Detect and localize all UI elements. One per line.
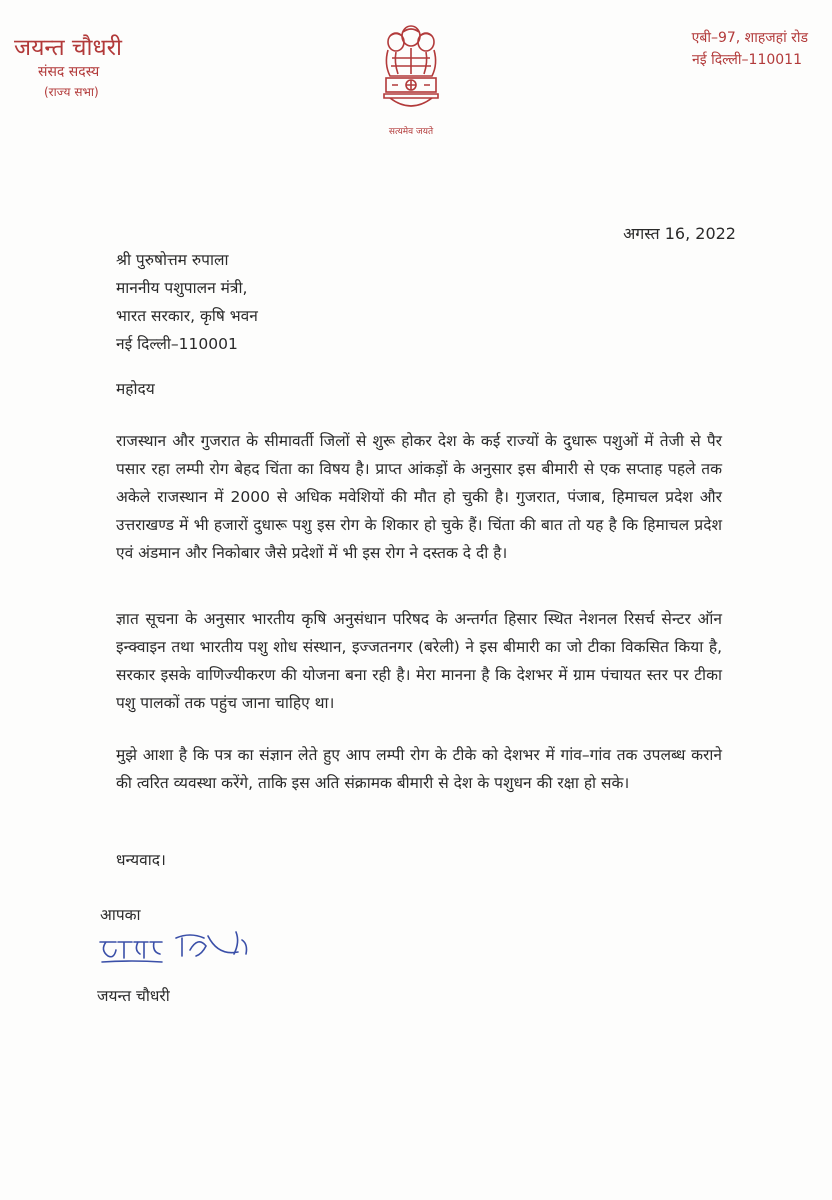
salutation: महोदय [116,380,155,398]
sender-house: (राज्य सभा) [44,85,99,99]
body-paragraph-2: ज्ञात सूचना के अनुसार भारतीय कृषि अनुसंधान परिषद के अन्तर्गत हिसार स्थित नेशनल रिसर्च सेन्टर ऑन इन्क्वाइन तथा भारतीय पशु शोध संस्थान, इज्जतनगर (बरेली) ने इस बीमारी का जो टीका विकसित किया है, सरकार इसके वाणिज्यीकरण की योजना बना रही है। मेरा मानना है कि देशभर में ग्राम पंचायत स्तर पर टीका पशु पालकों तक पहुंच जाना चाहिए था। [116,610,722,712]
recipient-city: नई दिल्ली–110001 [116,335,238,353]
handwritten-signature [98,928,268,974]
sender-address-line1: एबी–97, शाहजहां रोड [691,30,808,46]
sender-address-line2: नई दिल्ली–110011 [691,52,802,68]
recipient-designation: माननीय पशुपालन मंत्री, [116,279,248,297]
body-paragraph-1: राजस्थान और गुजरात के सीमावर्ती जिलों से शुरू होकर देश के कई राज्यों के दुधारू पशुओं में तेजी से पैर पसार रहा लम्पी रोग बेहद चिंता का विषय है। प्राप्त आंकड़ों के अनुसार इस बीमारी से एक सप्ताह पहले तक अकेले राजस्थान में 2000 से अधिक मवेशियों की मौत हो चुकी है। गुजरात, पंजाब, हिमाचल प्रदेश और उत्तराखण्ड में भी हजारों दुधारू पशु इस रोग के शिकार हो चुके हैं। चिंता की बात तो यह है कि हिमाचल प्रदेश एवं अंडमान और निकोबार जैसे प्रदेशों में भी इस रोग ने दस्तक दे दी है। [116,432,722,562]
national-emblem-icon [366,22,456,140]
signatory-name: जयन्त चौधरी [97,987,170,1005]
closing-line: आपका [100,906,141,924]
sender-name: जयन्त चौधरी [14,35,122,61]
letter-date: अगस्त 16, 2022 [623,224,736,243]
recipient-block [116,246,258,358]
sender-title: संसद सदस्य [38,64,100,80]
thanks-line: धन्यवाद। [116,851,166,869]
body-paragraph-3: मुझे आशा है कि पत्र का संज्ञान लेते हुए आप लम्पी रोग के टीके को देशभर में गांव–गांव तक उपलब्ध कराने की त्वरित व्यवस्था करेंगे, ताकि इस अति संक्रामक बीमारी से देश के पशुधन की रक्षा हो सके। [116,746,722,792]
recipient-name: श्री पुरुषोत्तम रुपाला [116,251,229,269]
emblem-motto: सत्यमेव जयते [388,127,434,137]
recipient-office: भारत सरकार, कृषि भवन [116,307,258,325]
